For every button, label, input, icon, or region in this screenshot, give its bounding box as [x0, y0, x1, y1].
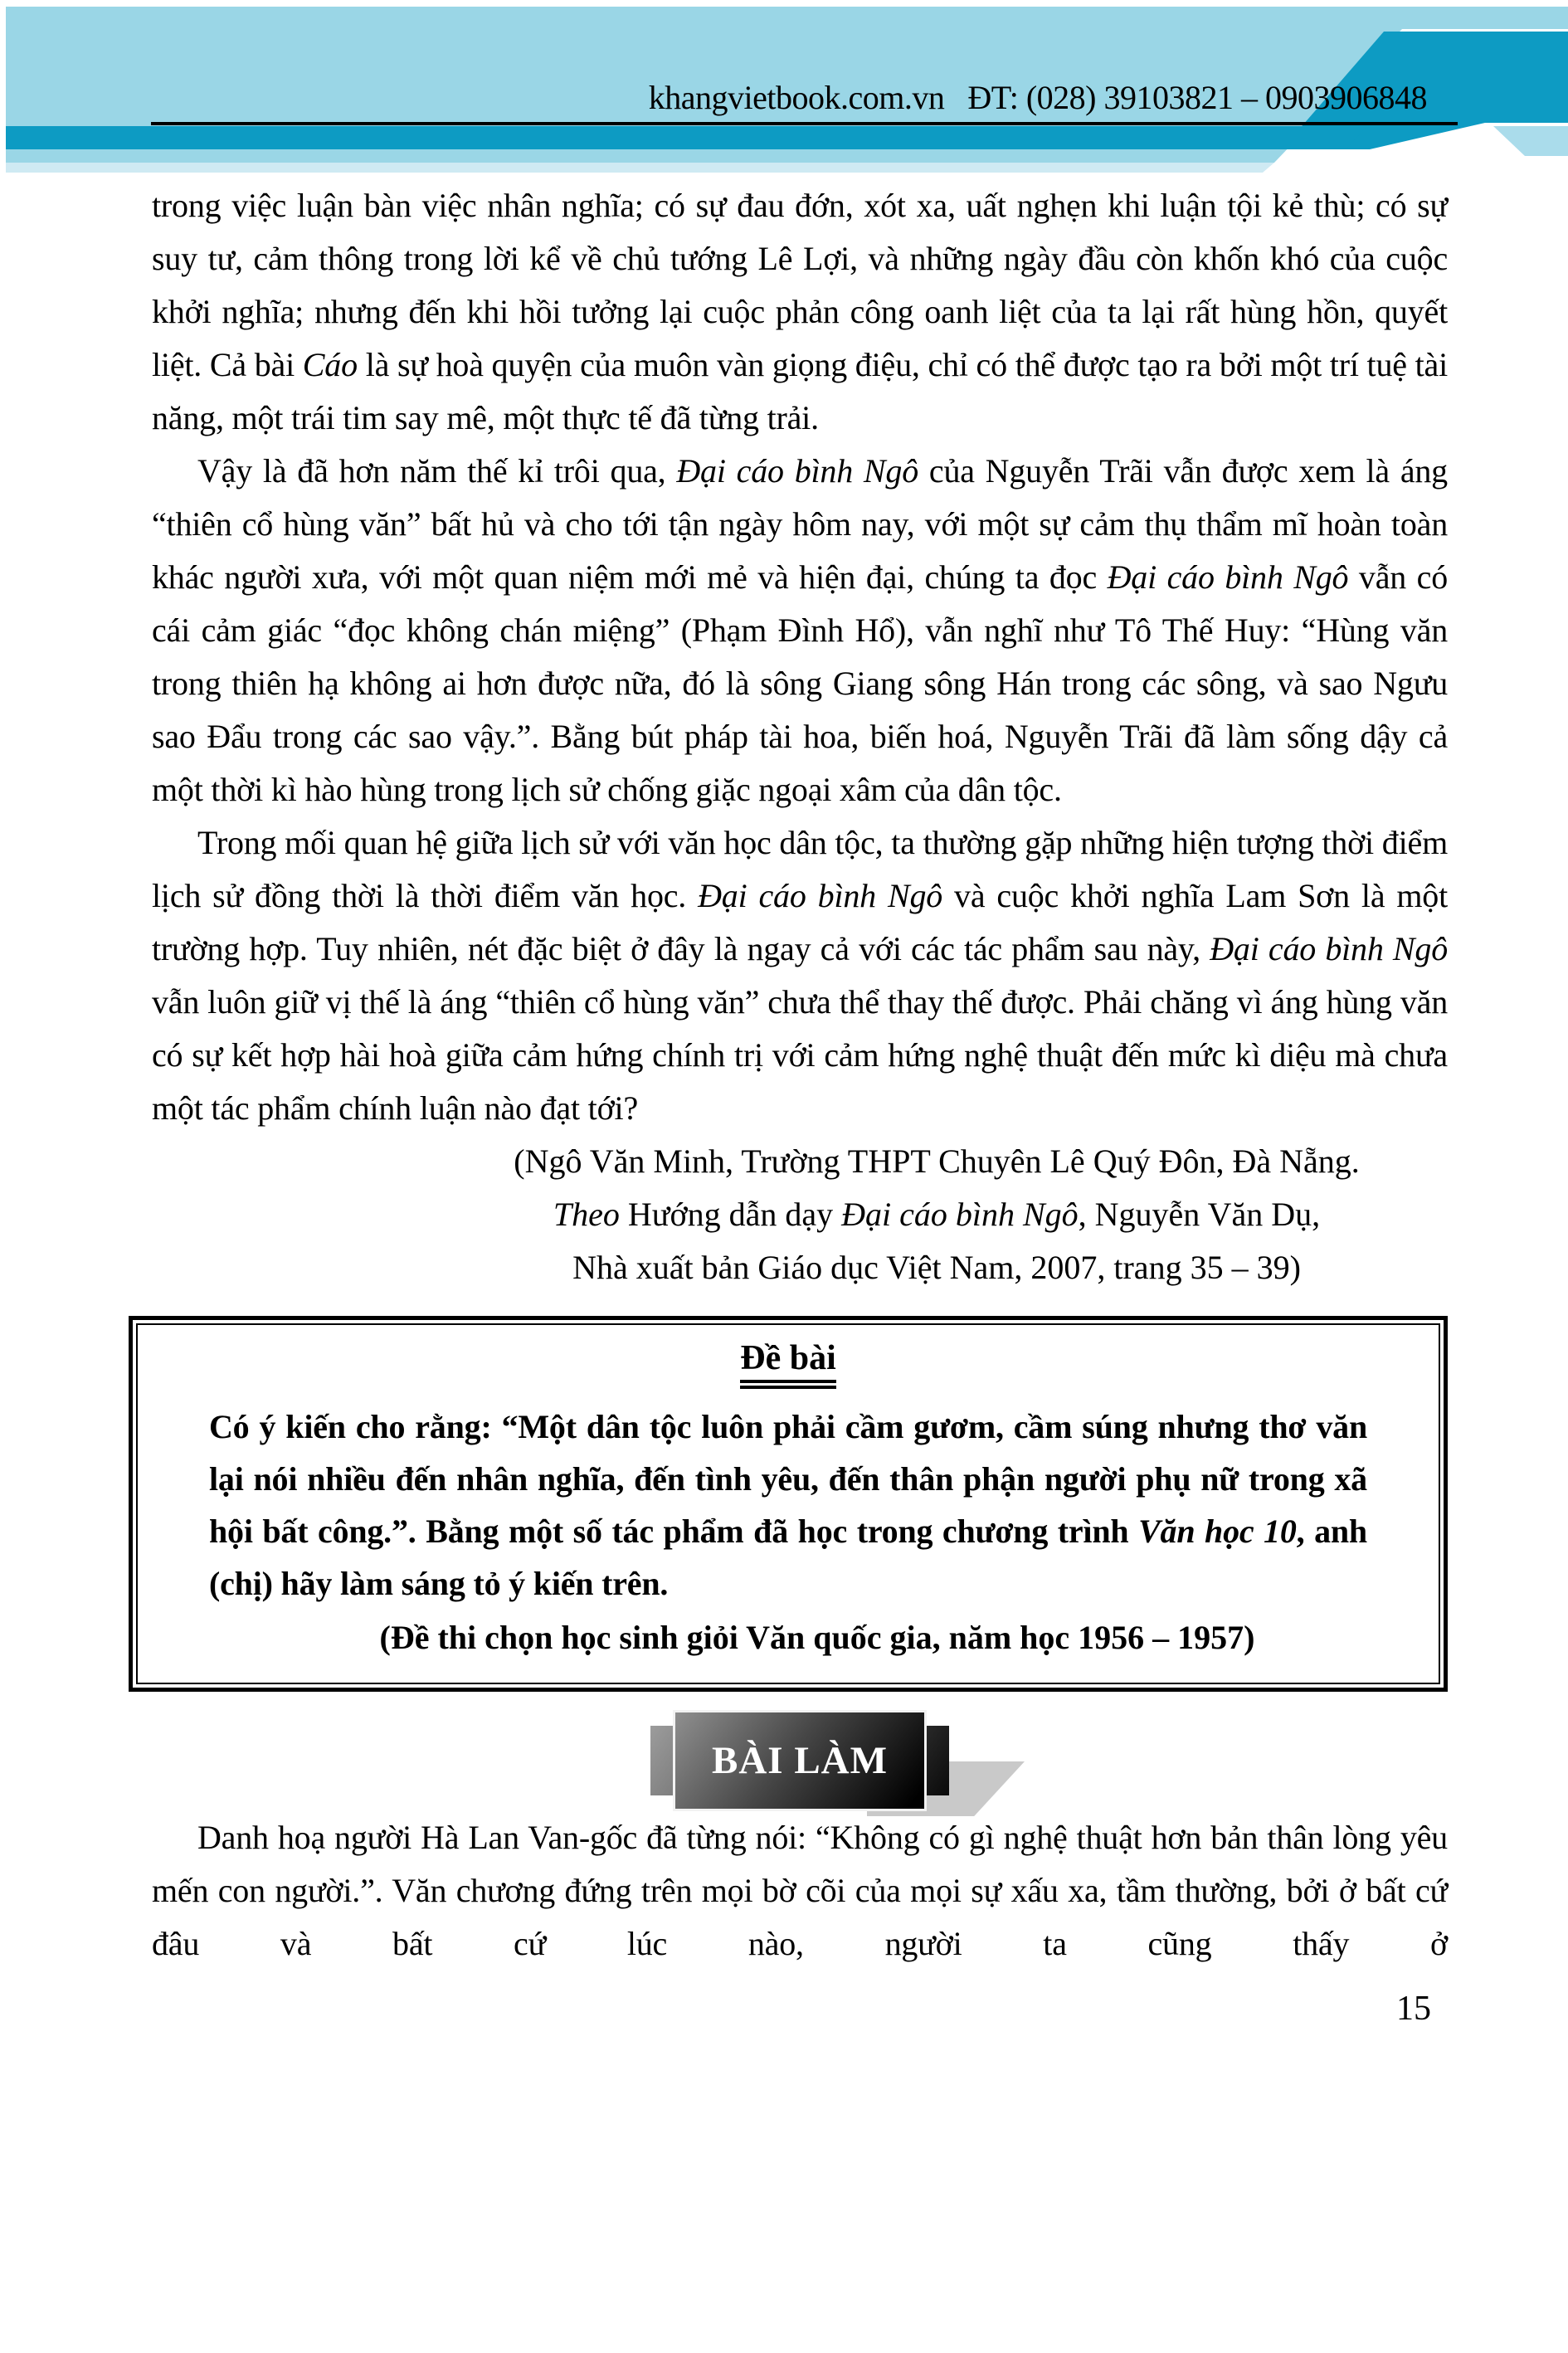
work-title-italic: Đại cáo bình Ngô: [1107, 558, 1349, 596]
paragraph-text: vẫn có cái cảm giác “đọc không chán miệng” (Phạm Đình Hổ), vẫn nghĩ như Tô Thế Huy: “Hùng văn trong thiên hạ không ai hơn được nữa, đó là sông Giang sông Hán trong các sông, và sao Ngưu sao Đẩu trong các sao vậy.”. Bằng bút pháp tài hoa, biến hoá, Nguyễn Trãi đã làm sống dậy cả một thời kì hào hùng trong lịch sử chống giặc ngoại xâm của dân tộc.: [152, 558, 1448, 808]
paragraph-text: vẫn luôn giữ vị thế là áng “thiên cổ hùng văn” chưa thể thay thế được. Phải chăng vì áng hùng văn có sự kết hợp hài hoà giữa cảm hứng chính trị với cảm hứng nghệ thuật đến mức kì diệu mà chưa một tác phẩm chính luận nào đạt tới?: [152, 983, 1448, 1127]
attribution-line: (Ngô Văn Minh, Trường THPT Chuyên Lê Quý Đôn, Đà Nẵng.: [514, 1142, 1360, 1180]
attribution-line: Nhà xuất bản Giáo dục Việt Nam, 2007, trang 35 – 39): [572, 1249, 1301, 1286]
body-paragraph: [152, 445, 1448, 816]
exercise-title-text: Đề bài: [740, 1338, 836, 1389]
attribution-text: , Nguyễn Văn Dụ,: [1078, 1196, 1321, 1233]
paragraph-text: của Nguyễn Trãi vẫn được xem là áng “thiên cổ hùng văn” bất hủ và cho tới tận ngày hôm nay, với một sự cảm thụ thẩm mĩ hoàn toàn khác người xưa, với một quan niệm mới mẻ và hiện đại, chúng ta đọc: [152, 452, 1448, 596]
work-title-italic: Đại cáo bình Ngô: [698, 877, 943, 914]
exercise-text: , anh (chị) hãy làm sáng tỏ ý kiến trên.: [209, 1513, 1367, 1602]
attribution-text: Theo: [553, 1196, 628, 1233]
body-paragraph: [152, 179, 1448, 445]
body-paragraph: [152, 816, 1448, 1135]
work-title-italic: Đại cáo bình Ngô: [676, 452, 918, 490]
paragraph-text: Trong mối quan hệ giữa lịch sử với văn học dân tộc, ta thường gặp những hiện tượng thời điểm lịch sử đồng thời là thời điểm văn học.: [152, 824, 1448, 914]
bai-lam-label: BÀI LÀM: [712, 1739, 888, 1782]
exercise-statement: [209, 1401, 1367, 1610]
paragraph-text: và cuộc khởi nghĩa Lam Sơn là một trường hợp. Tuy nhiên, nét đặc biệt ở đây là ngay cả với các tác phẩm sau này,: [152, 877, 1448, 967]
exercise-text: Có ý kiến cho rằng: “Một dân tộc luôn phải cầm gươm, cầm súng nhưng thơ văn lại nói nhiều đến nhân nghĩa, đến tình yêu, đến thân phận người phụ nữ trong xã hội bất công.”. Bằng một số tác phẩm đã học trong chương trình: [209, 1408, 1367, 1550]
textbook-title-italic: Văn học 10: [1138, 1513, 1297, 1550]
work-title-italic: Cáo: [302, 346, 358, 383]
exercise-box-inner: [136, 1323, 1440, 1684]
work-title-italic: Đại cáo bình Ngô: [841, 1196, 1079, 1233]
exercise-box: [129, 1316, 1448, 1692]
exercise-source: (Đề thi chọn học sinh giỏi Văn quốc gia, năm học 1956 – 1957): [379, 1619, 1255, 1656]
paragraph-text: Vậy là đã hơn năm thế kỉ trôi qua,: [197, 452, 677, 490]
exercise-box-title: [209, 1338, 1367, 1389]
page-number: 15: [1396, 1990, 1431, 2028]
paragraph-text: là sự hoà quyện của muôn vàn giọng điệu, chỉ có thể được tạo ra bởi một trí tuệ tài năng, một trái tim say mê, một thực tế đã từng trải.: [152, 346, 1448, 436]
attribution-line: [152, 1188, 1448, 1241]
banner-plate: [673, 1710, 927, 1811]
essay-paragraph: Danh hoạ người Hà Lan Van-gốc đã từng nói: “Không có gì nghệ thuật hơn bản thân lòng yêu mến con người.”. Văn chương đứng trên mọi bờ cõi của mọi sự xấu xa, tầm thường, bởi ở bất cứ đâu và bất cứ lúc nào, người ta cũng thấy ở: [152, 1819, 1448, 1962]
phone-number: ĐT: (028) 39103821 – 0903906848: [967, 79, 1427, 116]
bai-lam-banner: [673, 1710, 927, 1811]
work-title-italic: Đại cáo bình Ngô: [1210, 930, 1448, 967]
attribution-text: Hướng dẫn dạy: [627, 1196, 842, 1233]
website-url: khangvietbook.com.vn: [648, 79, 945, 116]
paragraph-text: trong việc luận bàn việc nhân nghĩa; có sự đau đớn, xót xa, uất nghẹn khi luận tội kẻ thù; có sự suy tư, cảm thông trong lời kể về chủ tướng Lê Lợi, và những ngày đầu còn khốn khó của cuộc khởi nghĩa; nhưng đến khi hồi tưởng lại cuộc phản công oanh liệt của ta lại rất hùng hồn, quyết liệt. Cả bài: [152, 187, 1448, 383]
